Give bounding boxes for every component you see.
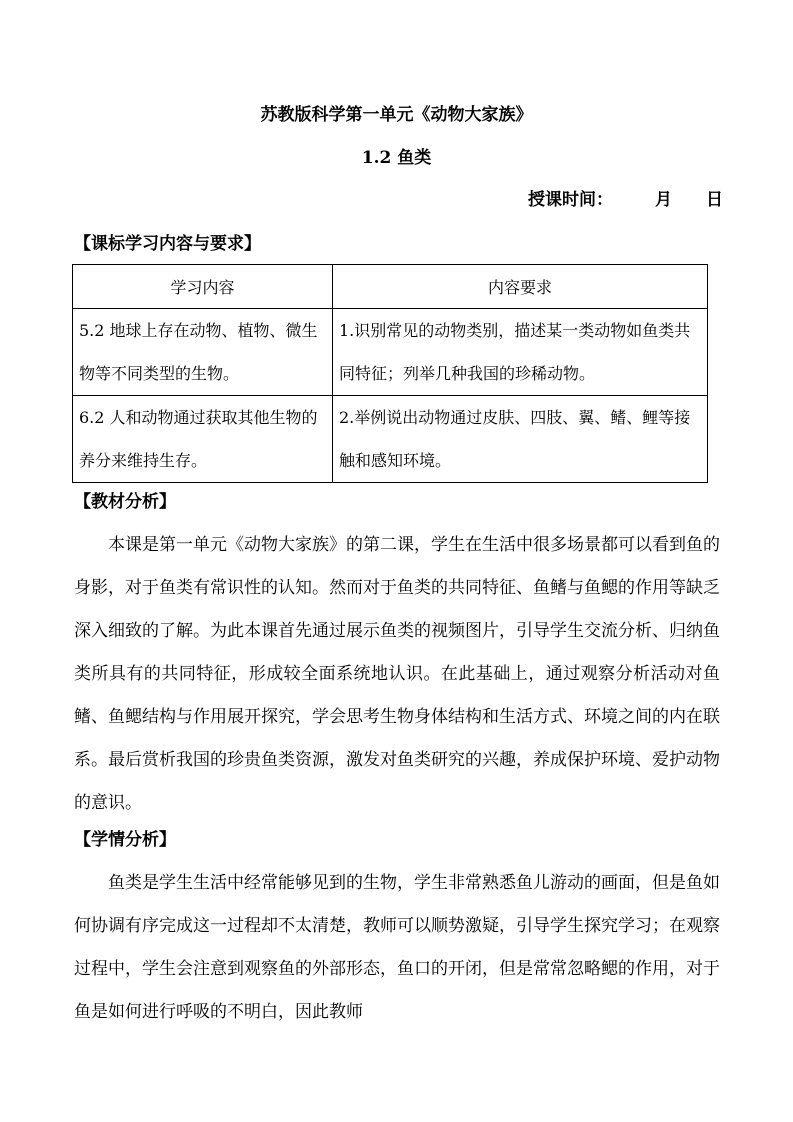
table-header-row <box>73 265 708 309</box>
document-title: 苏教版科学第一单元《动物大家族》 <box>260 105 533 125</box>
table-cell-content: 6.2 人和动物通过获取其他生物的养分来维持生存。 <box>73 396 333 483</box>
standards-table <box>72 264 708 483</box>
textbook-analysis-paragraph: 本课是第一单元《动物大家族》的第二课，学生在生活中很多场景都可以看到鱼的身影，对于鱼类有常识性的认知。然而对于鱼类的共同特征、鱼鳍与鱼鳃的作用等缺乏深入细致的了解。为此本课首先通过展示鱼类的视频图片，引导学生交流分析、归纳鱼类所具有的共同特征，形成较全面系统地认识。在此基础上，通过观察分析活动对鱼鳍、鱼鳃结构与作用展开探究，学会思考生物身体结构和生活方式、环境之间的内在联系。最后赏析我国的珍贵鱼类资源，激发对鱼类研究的兴趣，养成保护环境、爱护动物的意识。 <box>74 535 720 813</box>
table-row <box>73 309 708 396</box>
table-cell-requirement: 2.举例说出动物通过皮肤、四肢、翼、鳍、鲤等接触和感知环境。 <box>333 396 708 483</box>
textbook-analysis-heading: 【教材分析】 <box>74 492 176 512</box>
column-header-requirement: 内容要求 <box>333 265 708 309</box>
column-header-content: 学习内容 <box>73 265 333 309</box>
student-analysis-heading: 【学情分析】 <box>74 830 176 850</box>
month-label: 月 <box>655 190 672 210</box>
table-cell-content: 5.2 地球上存在动物、植物、微生物等不同类型的生物。 <box>73 309 333 396</box>
standards-heading: 【课标学习内容与要求】 <box>74 234 261 254</box>
day-label: 日 <box>706 190 723 210</box>
table-row <box>73 396 708 483</box>
lesson-title: 1.2 鱼类 <box>361 148 432 168</box>
teaching-time-line <box>528 188 723 212</box>
teaching-time-label: 授课时间： <box>528 190 613 210</box>
student-analysis-paragraph: 鱼类是学生生活中经常能够见到的生物，学生非常熟悉鱼儿游动的画面，但是鱼如何协调有序完成这一过程却不太清楚，教师可以顺势激疑，引导学生探究学习；在观察过程中，学生会注意到观察鱼的外部形态，鱼口的开闭，但是常常忽略鳃的作用，对于鱼是如何进行呼吸的不明白，因此教师 <box>74 873 720 1022</box>
table-cell-requirement: 1.识别常见的动物类别，描述某一类动物如鱼类共同特征；列举几种我国的珍稀动物。 <box>333 309 708 396</box>
